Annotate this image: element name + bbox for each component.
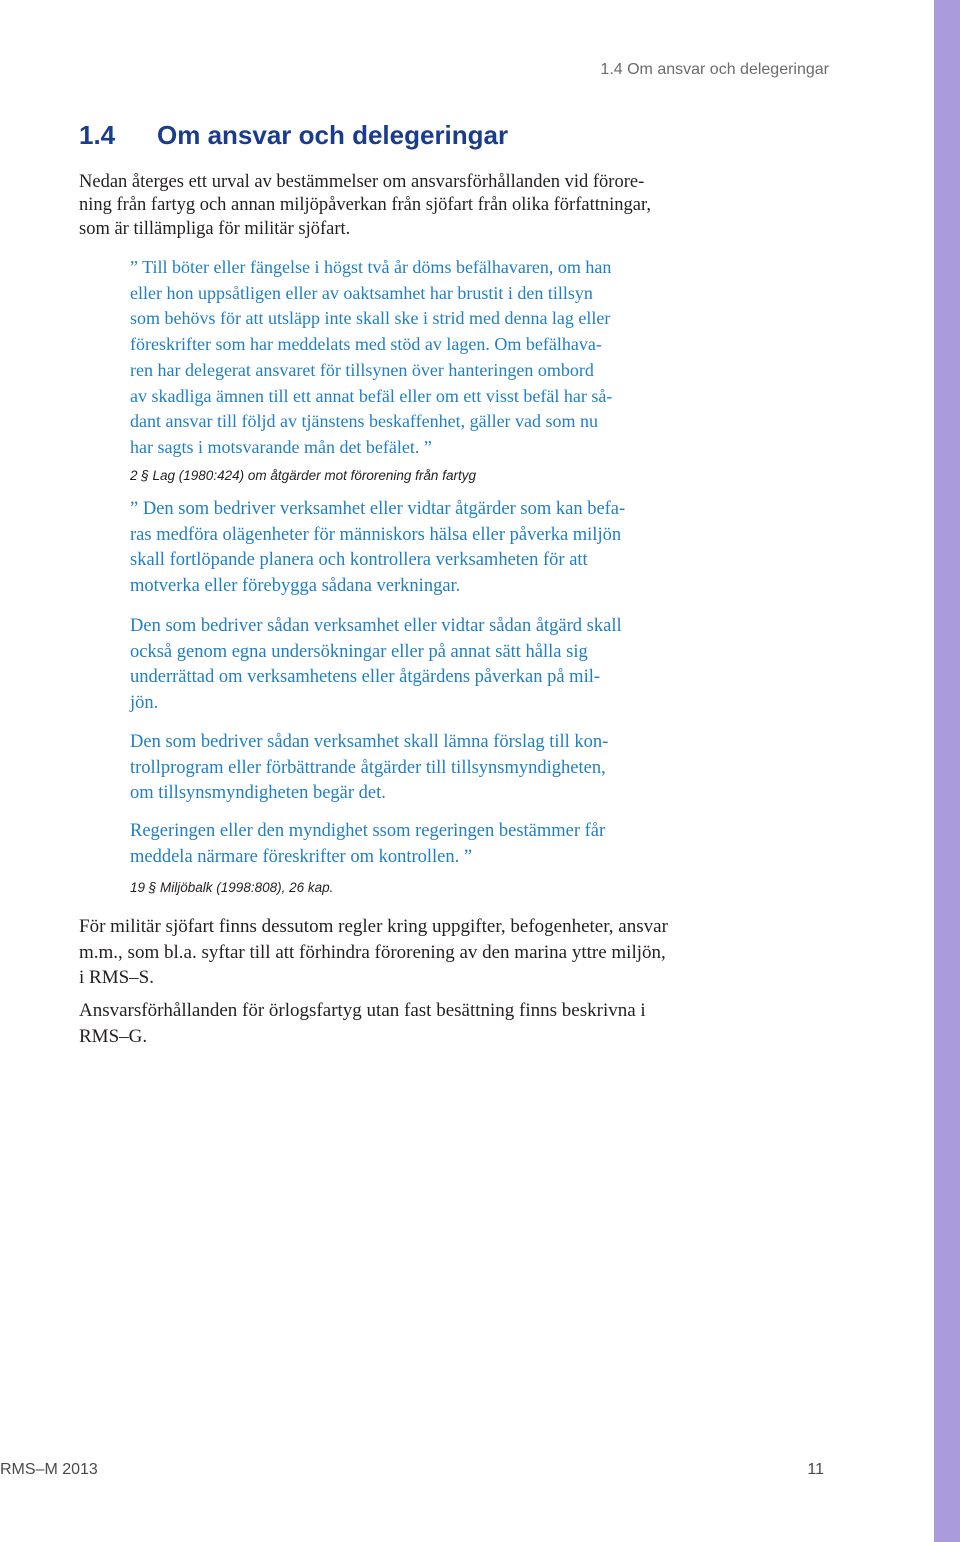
text-line: Den som bedriver sådan verksamhet skall lämna förslag till kon- (130, 732, 609, 752)
section-title (79, 120, 508, 151)
text-line: Den som bedriver sådan verksamhet eller vidtar sådan åtgärd skall (130, 616, 622, 636)
footer-publication: RMS–M 2013 (0, 1461, 98, 1478)
text-line: ras medföra olägenheter för människors hälsa eller påverka miljön (130, 524, 622, 545)
text-line: trollprogram eller förbättrande åtgärder till tillsynsmyndigheten, (130, 757, 606, 778)
section-title-text: Om ansvar och delegeringar (157, 120, 509, 150)
text-line: Nedan återges ett urval av bestämmelser om ansvarsförhållanden vid förore- (79, 172, 645, 192)
text-line: av skadliga ämnen till ett annat befäl eller om ett visst befäl har så- (130, 385, 613, 406)
text-line: ” Till böter eller fängelse i högst två år döms befälhavaren, om han (130, 257, 612, 277)
text-line: Regeringen eller den myndighet ssom regeringen bestämmer får (130, 821, 606, 841)
text-line: jön. (130, 693, 159, 714)
text-line: har sagts i motsvarande mån det befälet. ” (130, 436, 432, 457)
text-line: eller hon uppsåtligen eller av oaktsamhet har brustit i den tillsyn (130, 282, 593, 303)
quote-paragraph (130, 730, 730, 807)
running-header: 1.4 Om ansvar och delegeringar (600, 61, 829, 78)
text-line: ” Den som bedriver verksamhet eller vidtar åtgärder som kan befa- (130, 499, 626, 519)
section-number: 1.4 (79, 120, 116, 150)
source-reference: 19 § Miljöbalk (1998:808), 26 kap. (130, 880, 334, 895)
text-line: Ansvarsförhållanden för örlogsfartyg utan fast besättning finns beskrivna i (79, 1000, 646, 1021)
source-reference: 2 § Lag (1980:424) om åtgärder mot förorening från fartyg (130, 468, 476, 483)
text-line: om tillsynsmyndigheten begär det. (130, 783, 386, 804)
quote-paragraph (130, 819, 730, 870)
text-line: RMS–G. (79, 1025, 148, 1047)
text-line: underrättad om verksamhetens eller åtgärdens påverkan på mil- (130, 667, 601, 688)
text-line: För militär sjöfart finns dessutom regler kring uppgifter, befogenheter, ansvar (79, 916, 668, 937)
text-line: motverka eller förebygga sådana verkningar. (130, 576, 461, 597)
text-line: dant ansvar till följd av tjänstens beskaffenhet, gäller vad som nu (130, 411, 599, 432)
body-paragraph (79, 998, 759, 1049)
text-line: som är tillämpliga för militär sjöfart. (79, 218, 351, 239)
body-paragraph (79, 914, 759, 991)
text-line: meddela närmare föreskrifter om kontrollen. ” (130, 846, 473, 867)
text-line: föreskrifter som har meddelats med stöd av lagen. Om befälhava- (130, 334, 602, 355)
text-line: som behövs för att utsläpp inte skall ske i strid med denna lag eller (130, 308, 611, 329)
text-line: i RMS–S. (79, 967, 154, 988)
page-number: 11 (807, 1461, 824, 1478)
side-accent-bar (934, 0, 960, 1542)
text-line: ning från fartyg och annan miljöpåverkan från sjöfart från olika författningar, (79, 195, 652, 216)
quote-penalty (130, 255, 730, 461)
quote-paragraph (130, 497, 730, 600)
text-line: ren har delegerat ansvaret för tillsynen över hanteringen ombord (130, 359, 594, 380)
intro-paragraph (79, 171, 759, 241)
text-line: också genom egna undersökningar eller på annat sätt hålla sig (130, 641, 588, 662)
text-line: skall fortlöpande planera och kontrollera verksamheten för att (130, 550, 588, 571)
text-line: m.m., som bl.a. syftar till att förhindra förorening av den marina yttre miljön, (79, 941, 666, 963)
quote-paragraph (130, 614, 730, 717)
